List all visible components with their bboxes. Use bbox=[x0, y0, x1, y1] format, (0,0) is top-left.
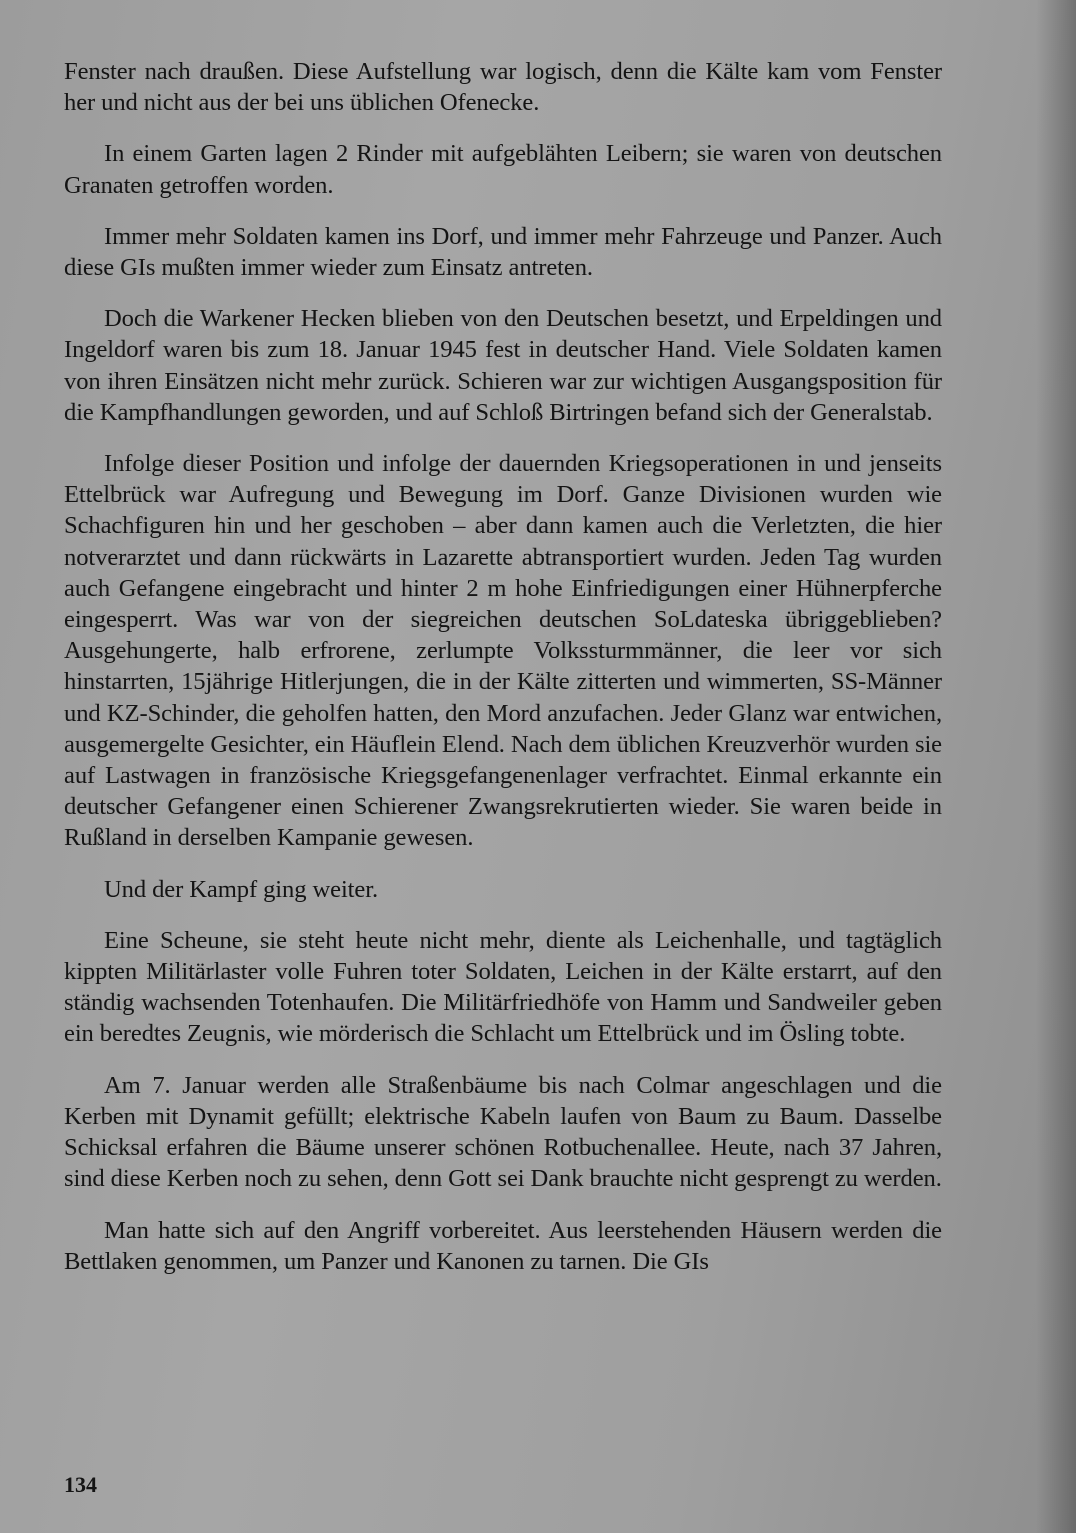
paragraph-1: Fenster nach draußen. Diese Aufstellung war logisch, denn die Kälte kam vom Fenster her und nicht aus der bei uns üblichen Ofenecke. bbox=[64, 58, 942, 117]
paragraph-2: In einem Garten lagen 2 Rinder mit aufgeblähten Leibern; sie waren von deutschen Granaten getroffen worden. bbox=[64, 140, 942, 199]
paragraph-9: Man hatte sich auf den Angriff vorbereitet. Aus leerstehenden Häusern werden die Bettlaken genommen, um Panzer und Kanonen zu tarnen. Die GIs bbox=[64, 1216, 942, 1275]
paragraph-8: Am 7. Januar werden alle Straßenbäume bis nach Colmar angeschlagen und die Kerben mit Dynamit gefüllt; elektrische Kabeln laufen von Baum zu Baum. Dasselbe Schicksal erfahren die Bäume unserer schönen Rotbuchenallee. Heute, nach 37 Jahren, sind diese Kerben noch zu sehen, denn Gott sei Dank brauchte nicht gesprengt zu werden. bbox=[64, 1071, 942, 1193]
paragraph-7: Eine Scheune, sie steht heute nicht mehr, diente als Leichenhalle, und tagtäglich kippten Militärlaster volle Fuhren toter Soldaten, Leichen in der Kälte erstarrt, auf den ständig wachsenden Totenhaufen. Die Militärfriedhöfe von Hamm und Sandweiler geben ein beredtes Zeugnis, wie mörderisch die Schlacht um Ettelbrück und im Ösling tobte. bbox=[64, 926, 942, 1048]
paragraph-6: Und der Kampf ging weiter. bbox=[104, 875, 379, 903]
paragraph-3: Immer mehr Soldaten kamen ins Dorf, und immer mehr Fahrzeuge und Panzer. Auch diese GIs mußten immer wieder zum Einsatz antreten. bbox=[64, 222, 942, 282]
page-number: 134 bbox=[64, 1472, 97, 1497]
body-text bbox=[64, 56, 942, 1297]
paragraph-5: Infolge dieser Position und infolge der dauernden Kriegsoperationen in und jenseits Ettelbrück war Aufregung und Bewegung im Dorf. Ganze Divisionen wurden wie Schachfiguren hin und her geschoben – aber dann kamen auch die Verletzten, die hier notverarztet und dann rückwärts in Lazarette abtransportiert wurden. Jeden Tag wurden auch Gefangene eingebracht und hinter 2 m hohe Einfriedigungen einer Hühnerpferche eingesperrt. Was war von der siegreichen deutschen SoLdateska übriggeblieben? Ausgehungerte, halb erfrorene, zerlumpte Volkssturmmänner, die leer vor sich hinstarrten, 15jährige Hitlerjungen, die in der Kälte zitterten und wimmerten, SS-Männer und KZ-Schinder, die geholfen hatten, den Mord anzufachen. Jeder Glanz war entwichen, ausgemergelte Gesichter, ein Häuflein Elend. Nach dem üblichen Kreuzverhör wurden sie auf Lastwagen in französische Kriegsgefangenenlager verfrachtet. Einmal erkannte ein deutscher Gefangener einen Schierener Zwangsrekrutierten wieder. Sie waren beide in Rußland in derselben Kampanie gewesen. bbox=[64, 450, 942, 852]
paragraph-4: Doch die Warkener Hecken blieben von den Deutschen besetzt, und Erpeldingen und Ingeldorf waren bis zum 18. Januar 1945 fest in deutscher Hand. Viele Soldaten kamen von ihren Einsätzen nicht mehr zurück. Schieren war zur wichtigen Ausgangsposition für die Kampfhandlungen geworden, und auf Schloß Birtringen befand sich der Generalstab. bbox=[64, 305, 942, 426]
